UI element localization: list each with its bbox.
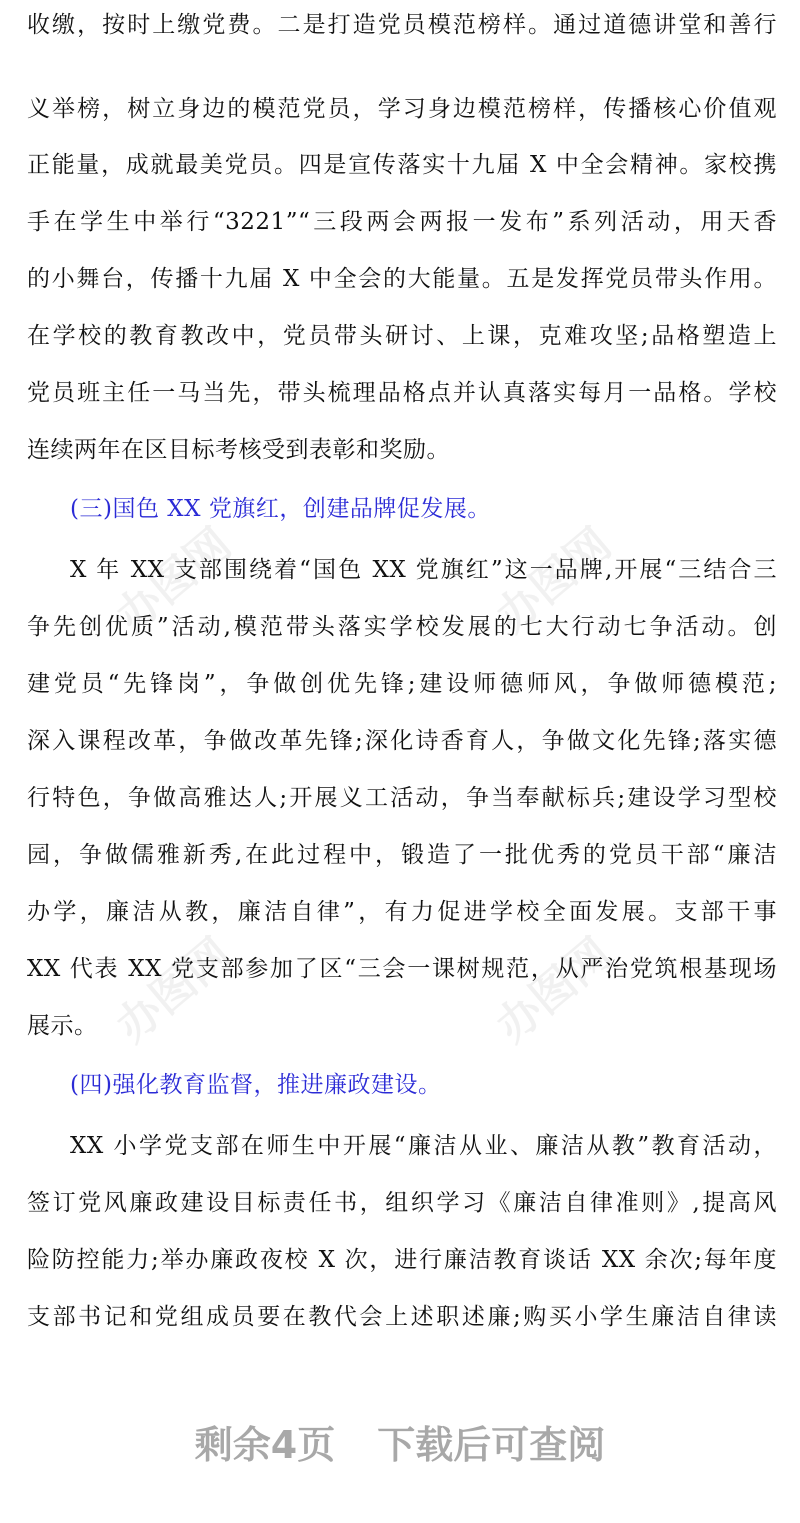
download-to-view-label: 下载后可查阅 (377, 1423, 606, 1467)
paragraph-line: 办学，廉洁从教，廉洁自律”，有力促进学校全面发展。支部干事 (27, 899, 777, 925)
paragraph-line: 连续两年在区目标考核受到表彰和奖励。 (27, 437, 450, 463)
paragraph-line: 深入课程改革，争做改革先锋;深化诗香育人，争做文化先锋;落实德 (27, 728, 777, 754)
paragraph-line: 收缴，按时上缴党费。二是打造党员模范榜样。通过道德讲堂和善行 (27, 12, 777, 38)
paragraph-line: 正能量，成就最美党员。四是宣传落实十九届 X 中全会精神。家校携 (27, 152, 777, 178)
paragraph-line: 签订党风廉政建设目标责任书，组织学习《廉洁自律准则》,提高风 (27, 1190, 777, 1216)
paragraph-line: 行特色，争做高雅达人;开展义工活动，争当奉献标兵;建设学习型校 (27, 785, 777, 811)
paragraph-line: 展示。 (27, 1013, 98, 1039)
paragraph-line: XX 代表 XX 党支部参加了区“三会一课树规范，从严治党筑根基现场 (27, 956, 777, 982)
paragraph-line: 争先创优质”活动,模范带头落实学校发展的七大行动七争活动。创 (27, 614, 777, 640)
paragraph-line: 的小舞台，传播十九届 X 中全会的大能量。五是发挥党员带头作用。 (27, 266, 777, 292)
watermark: 办图网 (106, 928, 241, 1053)
paragraph-line: 支部书记和党组成员要在教代会上述职述廉;购买小学生廉洁自律读 (27, 1304, 777, 1330)
watermark: 办图网 (486, 928, 621, 1053)
download-prompt[interactable] (0, 1420, 800, 1470)
paragraph-line: 建党员“先锋岗”，争做创优先锋;建设师德师风，争做师德模范; (27, 671, 777, 697)
paragraph-line: 义举榜，树立身边的模范党员，学习身边模范榜样，传播核心价值观 (27, 96, 777, 122)
paragraph-line: X 年 XX 支部围绕着“国色 XX 党旗红”这一品牌,开展“三结合三 (70, 557, 777, 583)
section-heading: (四)强化教育监督，推进廉政建设。 (70, 1072, 442, 1098)
paragraph-line: 险防控能力;举办廉政夜校 X 次，进行廉洁教育谈话 XX 余次;每年度 (27, 1247, 777, 1273)
paragraph-line: XX 小学党支部在师生中开展“廉洁从业、廉洁从教”教育活动， (70, 1133, 777, 1159)
watermark: 办图网 (106, 518, 241, 643)
remaining-pages-label: 剩余4页 (194, 1423, 336, 1467)
watermark: 办图网 (486, 518, 621, 643)
section-heading: (三)国色 XX 党旗红，创建品牌促发展。 (70, 496, 491, 522)
paragraph-line: 园，争做儒雅新秀,在此过程中，锻造了一批优秀的党员干部“廉洁 (27, 842, 777, 868)
paragraph-line: 党员班主任一马当先，带头梳理品格点并认真落实每月一品格。学校 (27, 380, 777, 406)
paragraph-line: 手在学生中举行“3221”“三段两会两报一发布”系列活动，用天香 (27, 209, 777, 235)
paragraph-line: 在学校的教育教改中，党员带头研讨、上课，克难攻坚;品格塑造上 (27, 323, 777, 349)
